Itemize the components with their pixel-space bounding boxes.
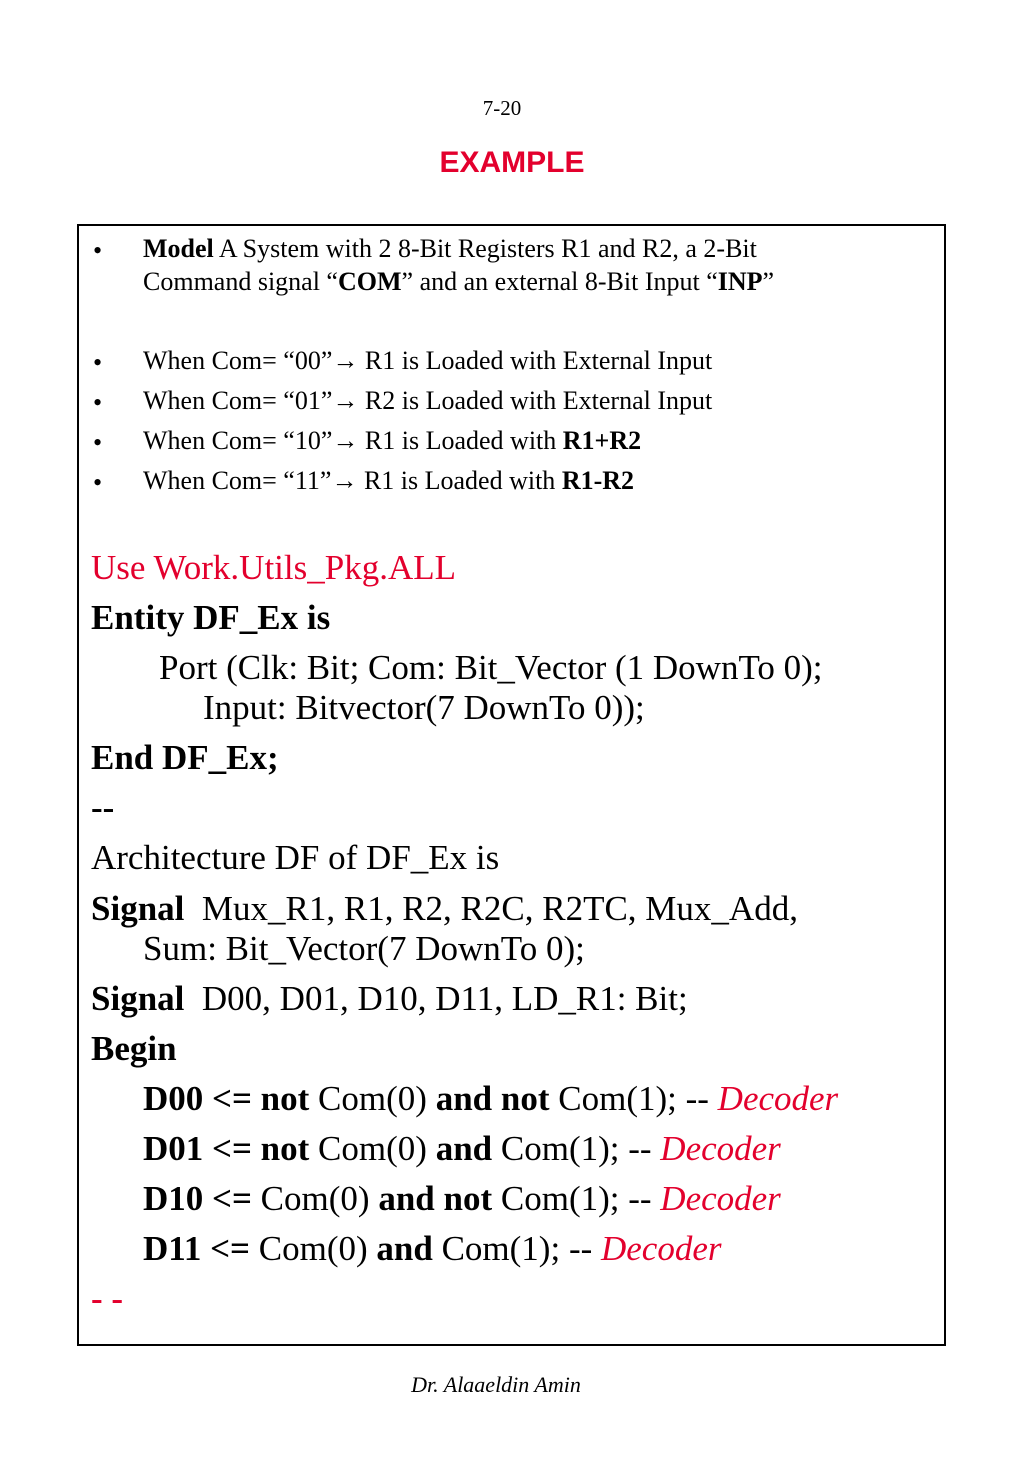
code-end-line: End DF_Ex; xyxy=(91,738,279,777)
code-separator: -- xyxy=(91,788,115,827)
content-box xyxy=(77,224,946,1346)
footer-author: Dr. Alaaeldin Amin xyxy=(411,1372,581,1397)
code-trailing-comment: - - xyxy=(91,1279,124,1318)
code-signal-line-2: Signal D00, D01, D10, D11, LD_R1: Bit; xyxy=(91,979,688,1018)
code-port-line-2: Input: Bitvector(7 DownTo 0)); xyxy=(203,688,645,727)
code-d00-line: D00 <= not Com(0) and not Com(1); -- Decoder xyxy=(143,1079,839,1118)
code-begin: Begin xyxy=(91,1029,177,1068)
code-signal-line-1-cont: Sum: Bit_Vector(7 DownTo 0); xyxy=(143,929,585,968)
bullet-model: • xyxy=(93,236,103,265)
rule-item: When Com= “10”→ R1 is Loaded with R1+R2 xyxy=(143,426,642,455)
code-use-line: Use Work.Utils_Pkg.ALL xyxy=(91,548,457,587)
bullet-rule: • xyxy=(93,468,103,497)
bullet-rule: • xyxy=(93,388,103,417)
arrow-icon: → xyxy=(331,466,358,495)
code-d11-line: D11 <= Com(0) and Com(1); -- Decoder xyxy=(143,1229,722,1268)
model-label: Model xyxy=(143,234,214,263)
rule-item: When Com= “00”→ R1 is Loaded with External Input xyxy=(143,346,713,375)
rule-item: When Com= “01”→ R2 is Loaded with External Input xyxy=(143,386,713,415)
code-entity-line: Entity DF_Ex is xyxy=(91,598,331,637)
code-port-line-1: Port (Clk: Bit; Com: Bit_Vector (1 DownTo 0); xyxy=(159,648,823,687)
arrow-icon: → xyxy=(332,346,359,375)
page-number: 7-20 xyxy=(482,96,522,120)
arrow-icon: → xyxy=(332,386,359,415)
decoder-comment: Decoder xyxy=(717,1079,839,1118)
slide-title: EXAMPLE xyxy=(439,146,585,179)
rule-item: When Com= “11”→ R1 is Loaded with R1-R2 xyxy=(143,466,635,495)
bullet-rule: • xyxy=(93,348,103,377)
intro-line-2: Command signal “COM” and an external 8-Bit Input “INP” xyxy=(143,267,775,296)
decoder-comment: Decoder xyxy=(660,1129,781,1168)
code-arch-line: Architecture DF of DF_Ex is xyxy=(91,838,500,877)
code-signal-line-1: Signal Mux_R1, R1, R2, R2C, R2TC, Mux_Add, xyxy=(91,889,798,928)
code-d10-line: D10 <= Com(0) and not Com(1); -- Decoder xyxy=(143,1179,781,1218)
decoder-comment: Decoder xyxy=(601,1229,722,1268)
code-d01-line: D01 <= not Com(0) and Com(1); -- Decoder xyxy=(143,1129,781,1168)
bullet-rule: • xyxy=(93,428,103,457)
decoder-comment: Decoder xyxy=(660,1179,781,1218)
intro-line-1: Model A System with 2 8-Bit Registers R1 and R2, a 2-Bit xyxy=(143,234,757,263)
arrow-icon: → xyxy=(332,426,359,455)
